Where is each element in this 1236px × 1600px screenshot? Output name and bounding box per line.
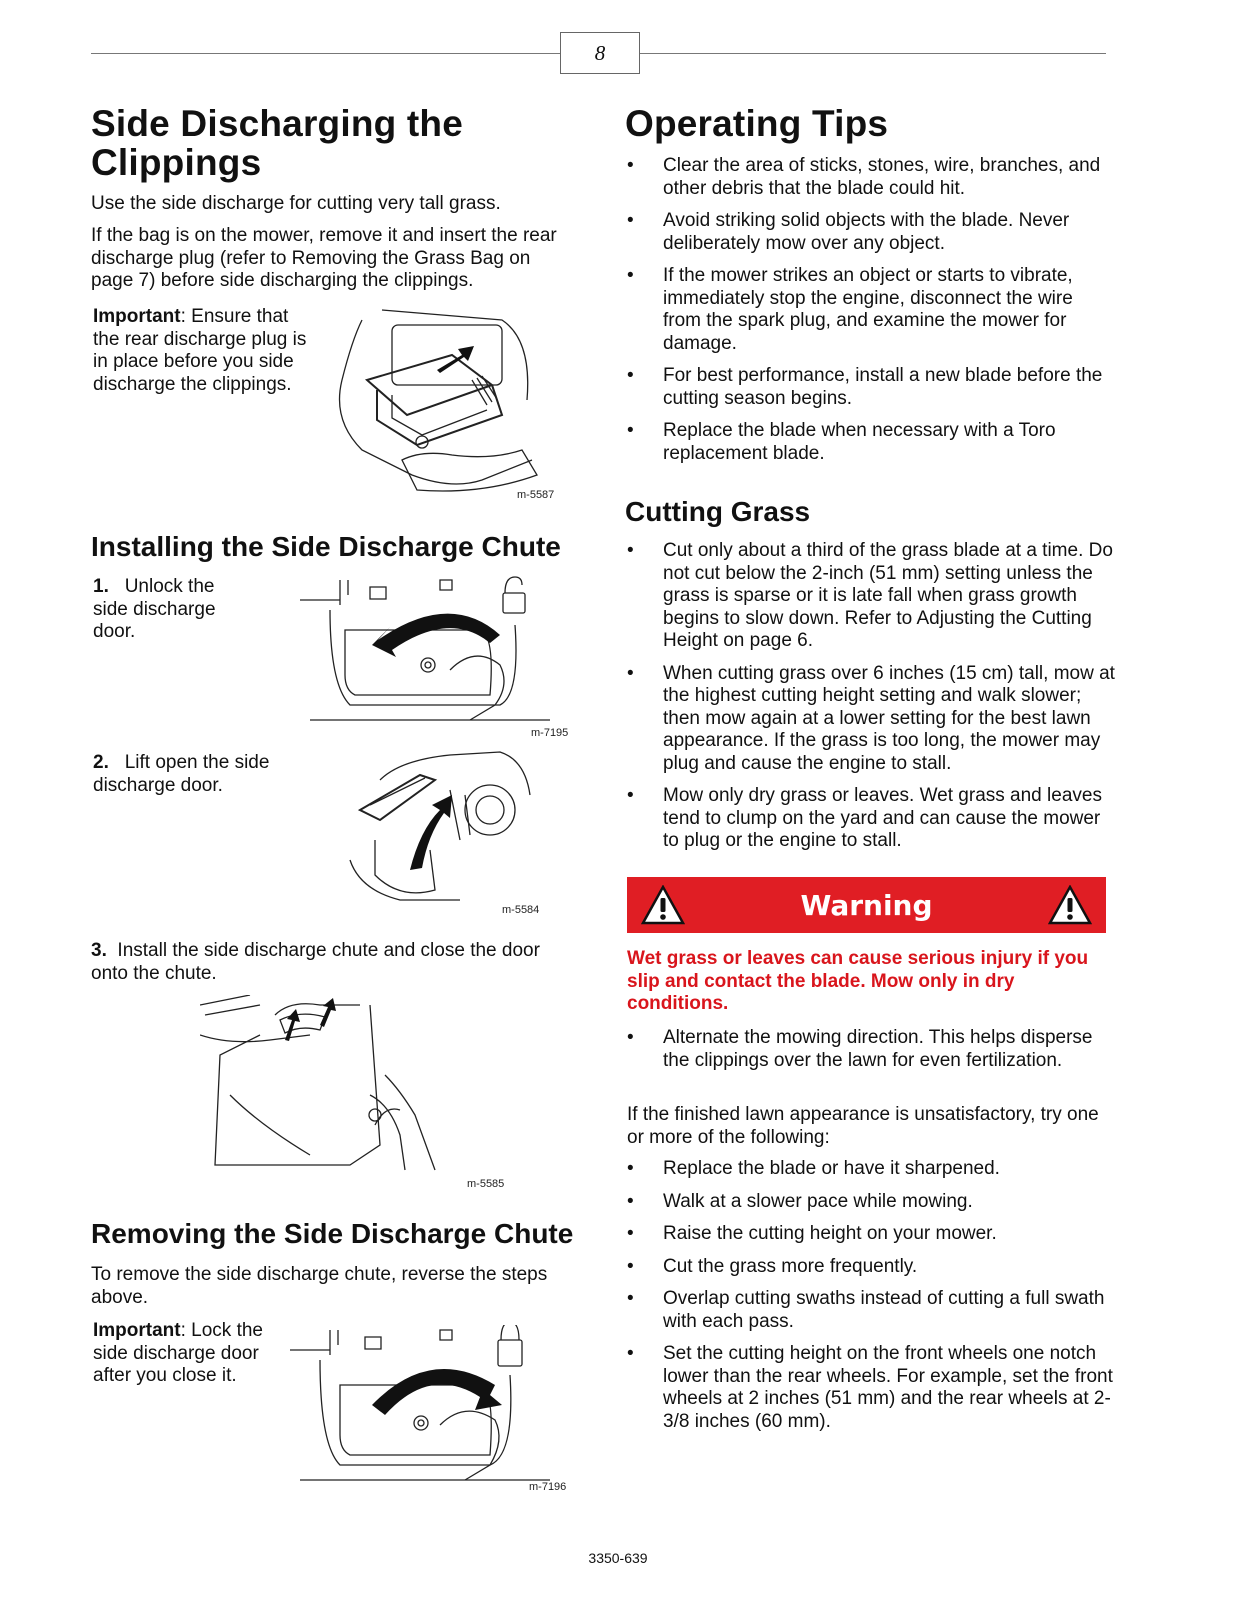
warning-triangle-icon-right [1048, 885, 1092, 925]
step-1-number: 1. [93, 576, 109, 597]
alternate-direction-list [627, 1027, 1097, 1072]
list-item: • When cutting grass over 6 inches (15 cm) tall, mow at the highest cutting height setting and walk slower; then mow again at a lower setting for the best lawn appearance. If the grass is too long, the mower may plug and cause the engine to stall. [627, 663, 1115, 776]
figure-lift-door [340, 750, 540, 910]
list-item: • Cut only about a third of the grass blade at a time. Do not cut below the 2-inch (51 mm) setting unless the grass is sparse or it is late fall when grass growth begins to slow down. Refer to Adjusting the Cutting Height on page 6. [627, 540, 1115, 653]
intro-paragraph-2: If the bag is on the mower, remove it and insert the rear discharge plug (refer to Removing the Grass Bag on page 7) before side discharging the clippings. [91, 225, 557, 291]
footer-doc-number: 3350-639 [588, 1550, 648, 1566]
figure-lock-door [290, 1325, 560, 1495]
list-item: • Cut the grass more frequently. [627, 1256, 1113, 1279]
list-item: • Overlap cutting swaths instead of cutting a full swath with each pass. [627, 1288, 1113, 1333]
warning-text: Wet grass or leaves can cause serious injury if you slip and contact the blade. Mow only in dry conditions. [627, 948, 1089, 1014]
figure-label-m7195: m-7195 [531, 727, 569, 739]
step-1 [93, 576, 253, 644]
important-label: Important [93, 306, 181, 327]
list-item: • Clear the area of sticks, stones, wire, branches, and other debris that the blade could hit. [627, 155, 1113, 200]
heading-installing-chute: Installing the Side Discharge Chute [91, 531, 561, 562]
figure-label-m5587: m-5587 [517, 489, 555, 501]
unsatisfactory-intro: If the finished lawn appearance is unsatisfactory, try one or more of the following: [627, 1104, 1099, 1148]
section-title-side-discharging: Side Discharging the Clippings [91, 103, 464, 183]
cutting-grass-list [627, 540, 1115, 853]
list-item: • Raise the cutting height on your mower. [627, 1223, 1113, 1246]
step-1-text: Unlock the side discharge door. [93, 576, 216, 642]
list-item: • Replace the blade or have it sharpened. [627, 1158, 1113, 1181]
list-item: • Set the cutting height on the front wheels one notch lower than the rear wheels. For example, set the front wheels at 2 inches (51 mm) and the rear wheels at 2-3/8 inches (60 mm). [627, 1343, 1113, 1433]
figure-install-chute [200, 995, 500, 1195]
important-label-2: Important [93, 1320, 181, 1341]
warning-banner [627, 877, 1106, 933]
figure-label-m7196: m-7196 [529, 1481, 567, 1493]
list-item: • Avoid striking solid objects with the blade. Never deliberately mow over any object. [627, 210, 1113, 255]
heading-cutting-grass: Cutting Grass [625, 496, 811, 527]
figure-unlock-door [300, 575, 560, 735]
appearance-fix-list [627, 1158, 1113, 1433]
page-number: 8 [560, 32, 640, 74]
step-3-text: Install the side discharge chute and close the door onto the chute. [91, 940, 540, 984]
step-2 [93, 752, 293, 797]
list-item: • If the mower strikes an object or starts to vibrate, immediately stop the engine, disconnect the wire from the spark plug, and examine the mower for damage. [627, 265, 1113, 355]
list-item: • Replace the blade when necessary with a Toro replacement blade. [627, 420, 1113, 465]
figure-label-m5585: m-5585 [467, 1178, 505, 1190]
step-2-text: Lift open the side discharge door. [93, 752, 270, 796]
intro-paragraph-1: Use the side discharge for cutting very tall grass. [91, 193, 501, 214]
heading-removing-chute: Removing the Side Discharge Chute [91, 1218, 574, 1249]
important-note-2 [93, 1320, 268, 1388]
header-rule-right [640, 53, 1106, 54]
figure-rear-discharge-plug [322, 300, 562, 500]
list-item: • Mow only dry grass or leaves. Wet grass and leaves tend to clump on the yard and can cause the mower to plug or the engine to stall. [627, 785, 1115, 853]
step-3 [91, 940, 561, 985]
step-2-number: 2. [93, 752, 109, 773]
warning-title: Warning [800, 888, 933, 922]
important-text: : Ensure that the rear discharge plug is in place before you side discharge the clippings. [93, 306, 307, 395]
important-note-1 [93, 306, 313, 396]
header-rule-left [91, 53, 560, 54]
list-item: • Alternate the mowing direction. This helps disperse the clippings over the lawn for even fertilization. [627, 1027, 1097, 1072]
section-title-operating-tips: Operating Tips [625, 103, 889, 144]
list-item: • Walk at a slower pace while mowing. [627, 1191, 1113, 1214]
figure-label-m5584: m-5584 [502, 904, 540, 916]
operating-tips-list [627, 155, 1113, 465]
important-text-2: : Lock the side discharge door after you close it. [93, 1320, 263, 1386]
remove-paragraph: To remove the side discharge chute, reverse the steps above. [91, 1264, 548, 1308]
step-3-number: 3. [91, 940, 107, 961]
list-item: • For best performance, install a new blade before the cutting season begins. [627, 365, 1113, 410]
